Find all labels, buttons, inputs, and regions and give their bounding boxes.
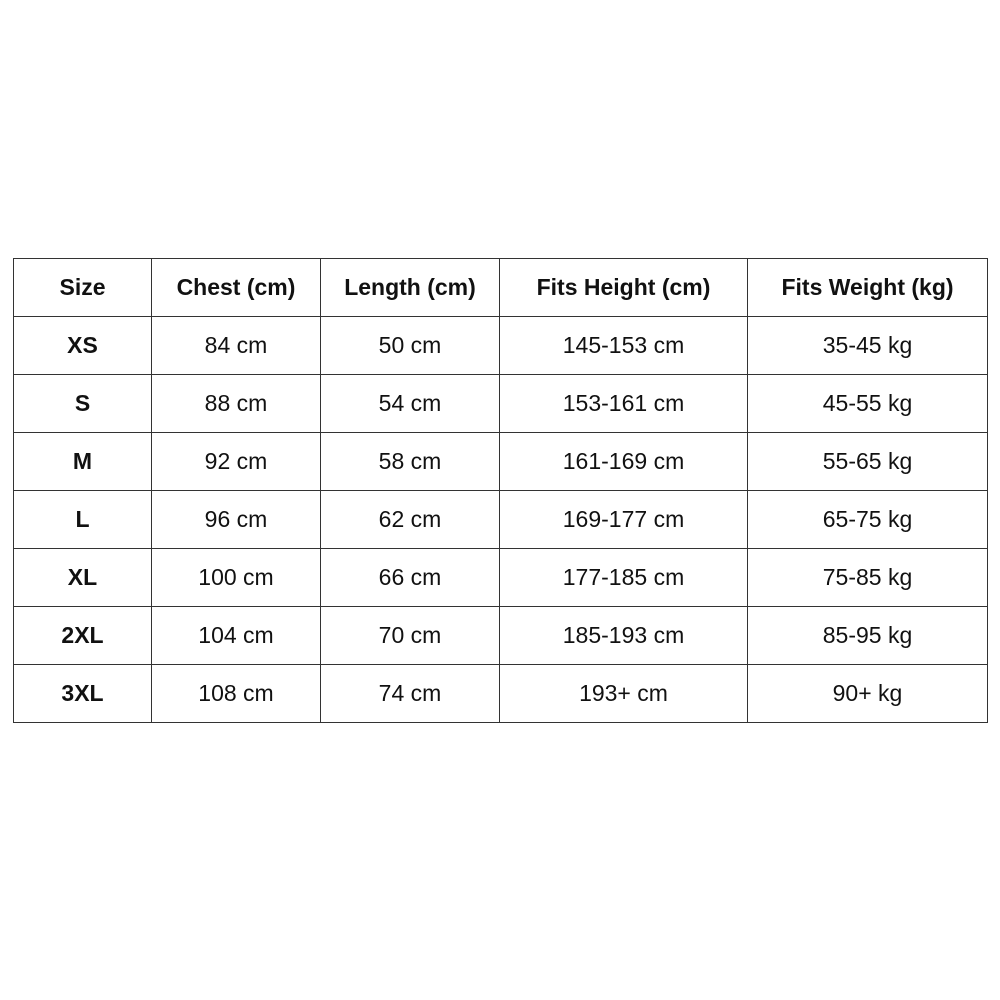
size-cell: XL (14, 549, 152, 607)
size-cell: XS (14, 317, 152, 375)
header-chest: Chest (cm) (152, 259, 321, 317)
length-cell: 50 cm (321, 317, 500, 375)
table-row (14, 491, 988, 549)
fits-weight-cell: 35-45 kg (748, 317, 988, 375)
fits-weight-cell: 75-85 kg (748, 549, 988, 607)
fits-height-cell: 177-185 cm (500, 549, 748, 607)
size-cell: S (14, 375, 152, 433)
chest-cell: 100 cm (152, 549, 321, 607)
fits-height-cell: 145-153 cm (500, 317, 748, 375)
header-row (14, 259, 988, 317)
table-row (14, 549, 988, 607)
chest-cell: 108 cm (152, 665, 321, 723)
length-cell: 58 cm (321, 433, 500, 491)
length-cell: 62 cm (321, 491, 500, 549)
table-row (14, 665, 988, 723)
fits-weight-cell: 90+ kg (748, 665, 988, 723)
length-cell: 74 cm (321, 665, 500, 723)
fits-height-cell: 169-177 cm (500, 491, 748, 549)
fits-weight-cell: 45-55 kg (748, 375, 988, 433)
chest-cell: 88 cm (152, 375, 321, 433)
fits-height-cell: 161-169 cm (500, 433, 748, 491)
chest-cell: 96 cm (152, 491, 321, 549)
size-cell: 2XL (14, 607, 152, 665)
size-cell: M (14, 433, 152, 491)
table-row (14, 317, 988, 375)
chest-cell: 84 cm (152, 317, 321, 375)
header-fits-weight: Fits Weight (kg) (748, 259, 988, 317)
fits-height-cell: 185-193 cm (500, 607, 748, 665)
fits-weight-cell: 55-65 kg (748, 433, 988, 491)
size-chart-table (13, 258, 988, 723)
table-row (14, 607, 988, 665)
length-cell: 70 cm (321, 607, 500, 665)
size-cell: L (14, 491, 152, 549)
fits-weight-cell: 85-95 kg (748, 607, 988, 665)
table-row (14, 375, 988, 433)
header-size: Size (14, 259, 152, 317)
chest-cell: 92 cm (152, 433, 321, 491)
chest-cell: 104 cm (152, 607, 321, 665)
fits-height-cell: 153-161 cm (500, 375, 748, 433)
fits-height-cell: 193+ cm (500, 665, 748, 723)
header-fits-height: Fits Height (cm) (500, 259, 748, 317)
length-cell: 54 cm (321, 375, 500, 433)
table-row (14, 433, 988, 491)
fits-weight-cell: 65-75 kg (748, 491, 988, 549)
header-length: Length (cm) (321, 259, 500, 317)
length-cell: 66 cm (321, 549, 500, 607)
size-cell: 3XL (14, 665, 152, 723)
